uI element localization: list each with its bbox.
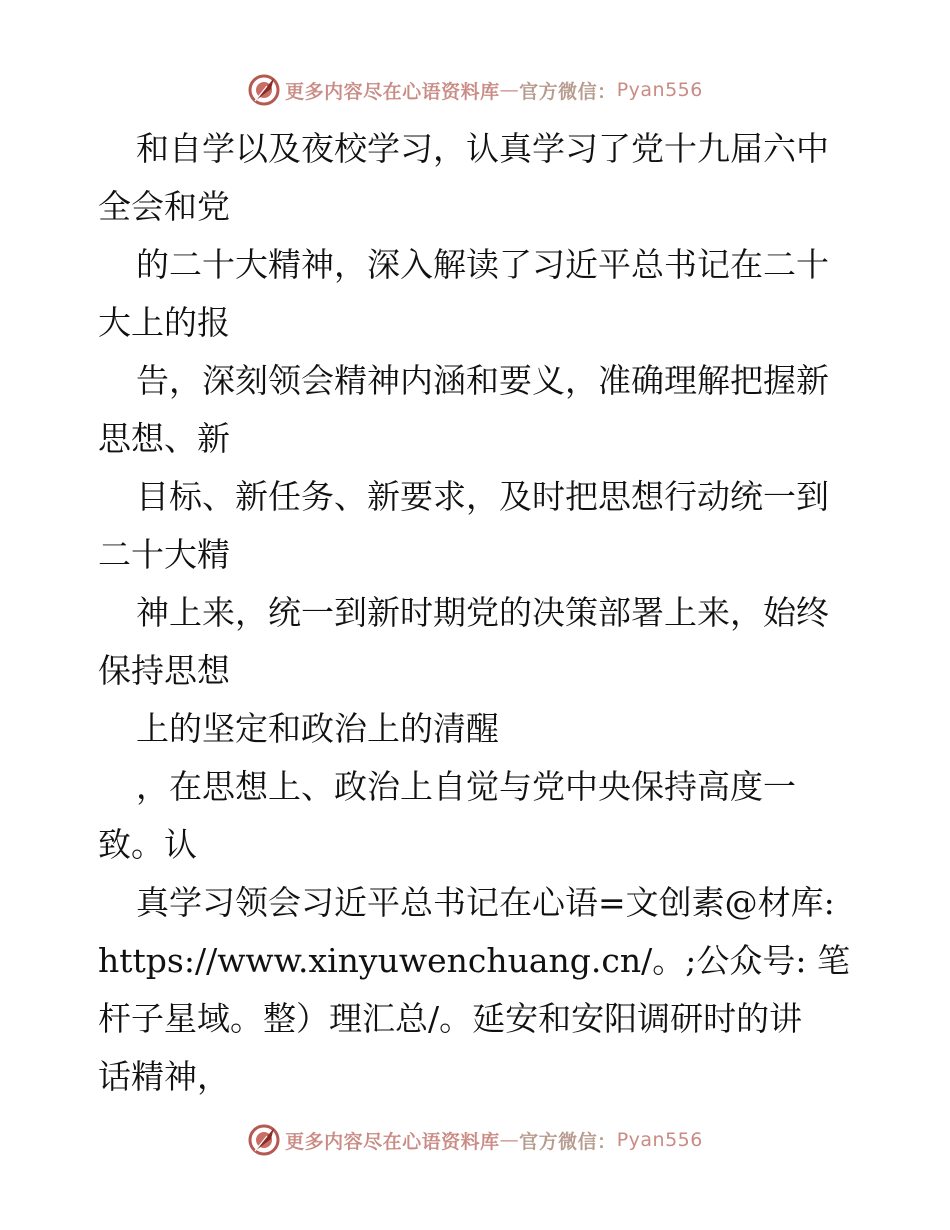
body-line: 的二十大精神，深入解读了习近平总书记在二十 [136, 245, 829, 284]
body-line: 大上的报 [98, 303, 230, 342]
body-line: 致。认 [98, 825, 197, 864]
header-watermark-banner [0, 70, 950, 110]
banner-wechat-id: Pyan556 [616, 1129, 703, 1151]
body-line: 神上来，统一到新时期党的决策部署上来，始终 [136, 593, 829, 632]
quill-logo-icon [247, 73, 281, 107]
body-line: 告，深刻领会精神内涵和要义，准确理解把握新 [136, 361, 829, 400]
banner-text: 更多内容尽在心语资料库 [285, 80, 500, 103]
banner-text: 更多内容尽在心语资料库 [285, 1130, 500, 1153]
quill-logo-icon [247, 1123, 281, 1157]
document-body [98, 120, 858, 1106]
body-line: 全会和党 [98, 187, 230, 226]
body-line: https://www.xinyuwenchuang.cn/。;公众号: 笔 [98, 941, 850, 980]
body-line: 杆子星域。整）理汇总/。延安和安阳调研时的讲 [98, 999, 803, 1038]
body-line: 思想、新 [98, 419, 230, 458]
banner-wechat-label: 官方微信： [519, 1130, 617, 1153]
banner-dash: — [499, 79, 520, 101]
body-line: ，在思想上、政治上自觉与党中央保持高度一 [136, 767, 796, 806]
body-line: 二十大精 [98, 535, 230, 574]
body-line: 目标、新任务、新要求，及时把思想行动统一到 [136, 477, 829, 516]
body-line: 和自学以及夜校学习，认真学习了党十九届六中 [136, 129, 829, 168]
footer-watermark-banner [0, 1120, 950, 1160]
body-line: 话精神， [98, 1057, 230, 1096]
banner-dash: — [499, 1129, 520, 1151]
banner-wechat-id: Pyan556 [616, 79, 703, 101]
body-line: 上的坚定和政治上的清醒 [136, 709, 499, 748]
body-line: 真学习领会习近平总书记在心语=文创素@材库: [136, 883, 835, 922]
body-line: 保持思想 [98, 651, 230, 690]
banner-wechat-label: 官方微信： [519, 80, 617, 103]
